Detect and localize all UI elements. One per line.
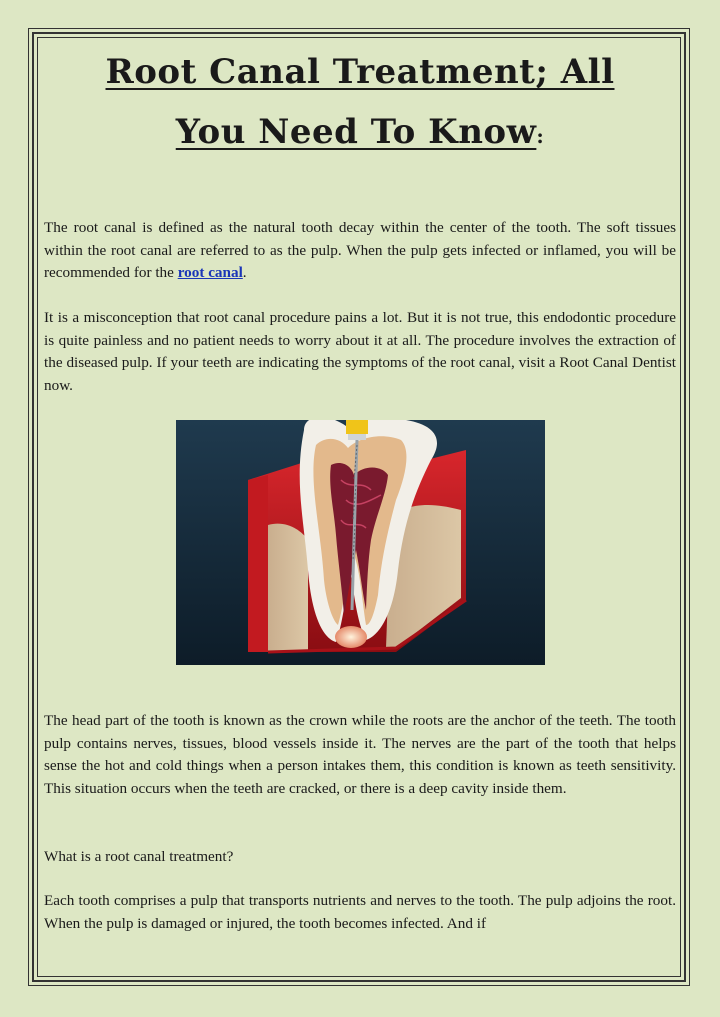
misconception-paragraph: It is a misconception that root canal procedure pains a lot. But it is not true, this endodontic procedure is quite painless and no patient needs to worry about it at all. The procedure involves the extraction of the diseased pulp. If your teeth are indicating the symptoms of the root canal, visit a Root Canal Dentist now. <box>44 309 676 394</box>
pulp-paragraph: Each tooth comprises a pulp that transports nutrients and nerves to the tooth. The pulp adjoins the root. When the pulp is damaged or injured, the tooth becomes infected. And if <box>44 892 676 932</box>
page-title <box>44 42 676 166</box>
section-question: What is a root canal treatment? <box>44 848 234 865</box>
title-suffix: : <box>536 124 545 148</box>
document-body <box>44 42 676 932</box>
title-line-1: Root Canal Treatment; All <box>105 52 615 92</box>
intro-paragraph <box>44 217 676 285</box>
intro-text: The root canal is defined as the natural tooth decay within the center of the tooth. The soft tissues within the root canal are referred to as the pulp. When the pulp gets infected or inflamed, you will be recommended for the <box>44 219 676 282</box>
intro-text-end: . <box>242 264 247 282</box>
root-canal-link[interactable]: root canal <box>177 264 243 282</box>
crown-roots-paragraph: The head part of the tooth is known as the crown while the roots are the anchor of the teeth. The tooth pulp contains nerves, tissues, blood vessels inside it. The nerves are the part of the tooth that helps sense the hot and cold things when a person intakes them, this condition is known as teeth sensitivity. This situation occurs when the teeth are cracked, or there is a deep cavity inside them. <box>44 712 676 797</box>
root-canal-illustration <box>176 420 545 665</box>
title-line-2: You Need To Know <box>175 112 537 152</box>
